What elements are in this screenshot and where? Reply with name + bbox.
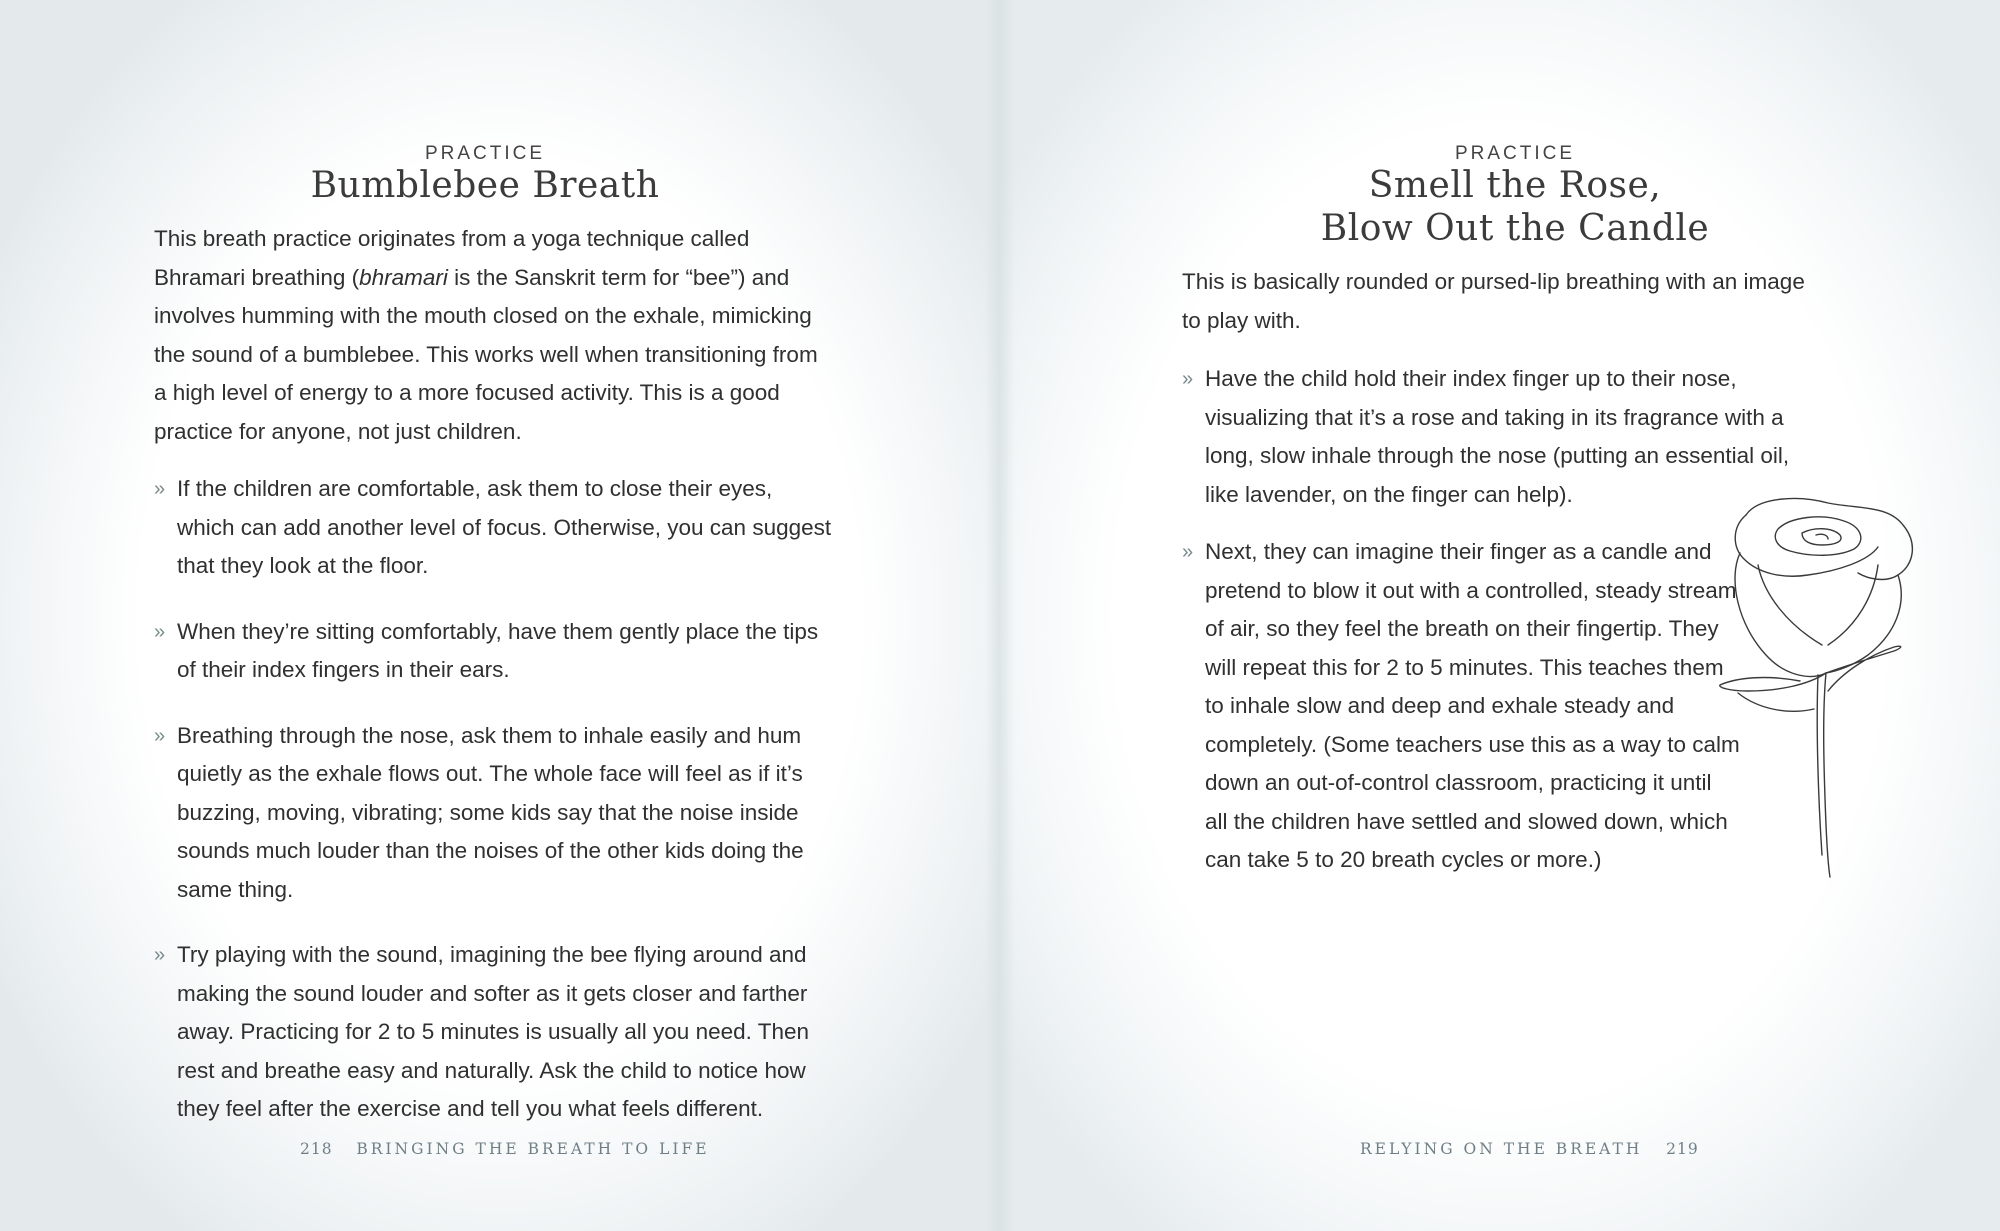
practice-title-line-1: Smell the Rose, (1368, 165, 1662, 206)
bullet-chevron-icon: » (154, 620, 166, 643)
bullet-chevron-icon: » (1182, 368, 1194, 390)
book-gutter (985, 0, 1015, 1231)
page-footer (1360, 1140, 1699, 1158)
intro-text-after: is the Sanskrit term for “bee”) and involves humming with the mouth closed on the exhale, mimicking the sound of a bumblebee. This works well when transitioning from a high level of energy to a more focused activity. This is a good practice for anyone, not just children. (154, 264, 818, 444)
bullet-chevron-icon: » (154, 944, 166, 966)
list-item-text: Try playing with the sound, imagining the bee flying around and making the sound louder and softer as it gets closer and farther away. Practicing for 2 to 5 minutes is usually all you need. Then rest and breathe easy and naturally. Ask the child to notice how they feel after the exercise and tell you what feels different. (177, 942, 809, 1121)
intro-term-italic: bhramari (359, 264, 448, 290)
rose-line-drawing-icon (1718, 495, 1938, 880)
section-kicker: PRACTICE (1454, 143, 1576, 164)
list-item-text: Breathing through the nose, ask them to inhale easily and hum quietly as the exhale flows out. The whole face will feel as if it’s buzzing, moving, vibrating; some kids say that the noise inside sounds much louder than the noises of the other kids doing the same thing. (177, 722, 804, 902)
bullet-chevron-icon: » (154, 478, 166, 500)
intro-paragraph (154, 220, 834, 451)
list-item-text: Next, they can imagine their finger as a candle and pretend to blow it out with a controlled, steady stream of air, so they feel the breath on their fingertip. They will repeat this for 2 to 5 minutes. This teaches them to inhale slow and deep and exhale steady and completely. (Some teachers use this as a way to calm down an out-of-control classroom, practicing it until all the children have settled and slowed down, which can take 5 to 20 breath cycles or more.) (1205, 539, 1740, 872)
list-item (154, 613, 834, 690)
list-item-text: If the children are comfortable, ask them to close their eyes, which can add another level of focus. Otherwise, you can suggest that they look at the floor. (177, 476, 832, 578)
list-item-text: Have the child hold their index finger up to their nose, visualizing that it’s a rose and taking in its fragrance with a long, slow inhale through the nose (putting an essential oil, like lavender, on the finger can help). (1205, 366, 1790, 507)
page-footer (300, 1140, 710, 1158)
practice-title-line-2: Blow Out the Candle (1320, 208, 1710, 249)
running-head: RELYING ON THE BREATH (1360, 1140, 1643, 1158)
section-kicker: PRACTICE (424, 143, 546, 164)
running-head: BRINGING THE BREATH TO LIFE (356, 1140, 710, 1158)
list-item (154, 717, 834, 910)
list-item (154, 470, 834, 586)
bullet-chevron-icon: » (154, 724, 166, 747)
intro-text-before: This breath practice originates from a yoga technique called Bhramari breathing ( (154, 226, 750, 290)
intro-paragraph: This is basically rounded or pursed-lip breathing with an image to play with. (1182, 269, 1805, 333)
practice-title-line: Bumblebee Breath (310, 165, 660, 206)
instruction-list (154, 470, 834, 1129)
bullet-chevron-icon: » (1182, 541, 1194, 563)
right-page (1000, 0, 2000, 1231)
list-item (1182, 360, 1865, 514)
page-number: 219 (1666, 1140, 1699, 1158)
left-body (154, 220, 834, 1129)
list-item (154, 936, 834, 1129)
practice-title (0, 164, 970, 207)
list-item-text: When they’re sitting comfortably, have them gently place the tips of their index fingers in their ears. (177, 618, 819, 682)
page-number: 218 (300, 1140, 333, 1158)
list-item (1182, 533, 1765, 880)
practice-title (1000, 164, 2000, 250)
